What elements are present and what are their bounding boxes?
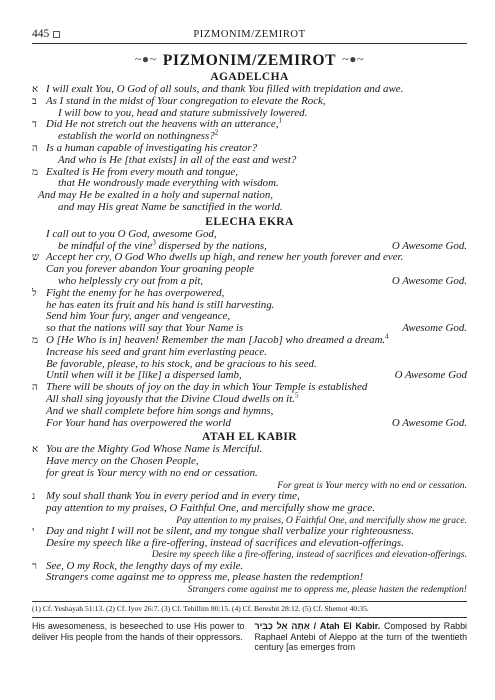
footnote-marker: 1	[278, 116, 282, 125]
verse-text: Day and night I will not be silent, and my tongue shall verbalize your righteousness.	[46, 524, 414, 537]
verse-text: I will exalt You, O God of all souls, and thank You filled with trepidation and awe.	[46, 83, 404, 95]
verse-text: pay attention to my praises, O Faithful One, and mercifully show me grace.	[46, 501, 375, 514]
verse-line	[32, 538, 467, 550]
verse-text: Fight the enemy for he has overpowered,	[46, 286, 225, 299]
commentary-title: / Atah El Kabir.	[309, 621, 381, 632]
verse-text: Have mercy on the Chosen People,	[46, 455, 199, 468]
verse-line	[32, 468, 467, 480]
verse-line	[32, 572, 467, 584]
verse-text: For Your hand has overpowered the world	[46, 416, 231, 429]
verse-text: establish the world on nothingness?	[58, 130, 215, 143]
verse-text: For great is Your mercy with no end or cessation.	[277, 479, 467, 491]
verse-text: Strangers come against me to oppress me, please hasten the redemption!	[187, 584, 467, 596]
acrostic-letter: ד	[32, 119, 37, 131]
verse-text: he has eaten its fruit and his hand is still harvesting.	[46, 298, 275, 311]
verse-text: who helplessly cry out from a pit,	[58, 274, 204, 287]
acrostic-letter: מ	[32, 334, 38, 346]
verse-text: be mindful of the vine	[58, 239, 153, 252]
verse-text: that He wondrously made everything with wisdom.	[58, 177, 279, 190]
acrostic-letter: ב	[32, 95, 37, 107]
commentary-hebrew-title: אַתָּה אֵל כַּבִּיר	[254, 621, 310, 632]
refrain: O Awesome God.	[391, 416, 467, 429]
section-heading: AGADELCHA	[210, 71, 289, 83]
verse-text: Did He not stretch out the heavens with an utterance,	[46, 118, 279, 131]
right-flourish-icon: ~●~	[342, 52, 365, 66]
verse-text: All shall sing joyously that the Divine Cloud dwells on it.	[46, 392, 295, 405]
verse-text: Until when will it be [like] a dispersed lamb,	[46, 369, 242, 382]
refrain: O Awesome God	[394, 369, 467, 382]
verse-line	[32, 418, 467, 430]
verse-text: You are the Mighty God Whose Name is Merciful.	[46, 443, 263, 456]
verse-text: And who is He [that exists] in all of the east and west?	[58, 153, 297, 166]
refrain-line	[32, 584, 467, 595]
refrain: Awesome God.	[402, 322, 467, 335]
acrostic-letter: ר	[32, 560, 37, 572]
verse-text: As I stand in the midst of Your congregation to elevate the Rock,	[46, 94, 326, 107]
verse-text: Desire my speech like a fire-offering, instead of sacrifices and elevation-offerings.	[151, 549, 467, 561]
verse-text: And we shall complete before him songs and hymns,	[46, 404, 274, 417]
section-heading: ELECHA EKRA	[205, 215, 294, 228]
page-number: 445	[32, 28, 72, 40]
commentary	[32, 621, 467, 653]
left-flourish-icon: ~●~	[134, 52, 157, 66]
footnotes: (1) Cf. Yeshayah 51:13. (2) Cf. Iyov 26:7. (3) Cf. Tehillim 80:15. (4) Cf. Bereshit 28:12. (5) Cf. Shemot 40:35.	[32, 604, 369, 614]
verse-text: Can you forever abandon Your groaning people	[46, 263, 255, 276]
commentary-right-column	[255, 621, 468, 653]
verse-line	[32, 503, 467, 515]
acrostic-letter: א	[32, 84, 39, 95]
verse-text: Desire my speech like a fire-offering, instead of sacrifices and elevation-offerings.	[46, 536, 404, 549]
verse-text: See, O my Rock, the lengthy days of my exile.	[46, 559, 244, 572]
verse-text: Increase his seed and grant him everlasting peace.	[46, 345, 267, 358]
verse-text: Send him Your fury, anger and vengeance,	[46, 310, 231, 323]
verse-text: Be favorable, please, to his stock, and be gracious to his seed.	[46, 357, 317, 370]
refrain: O Awesome God.	[391, 239, 467, 252]
acrostic-letter: ל	[32, 287, 37, 299]
acrostic-letter: א	[32, 444, 39, 456]
commentary-rule	[32, 617, 467, 618]
verse-text: for great is Your mercy with no end or cessation.	[46, 466, 258, 479]
acrostic-letter: ש	[32, 252, 40, 264]
running-head	[32, 0, 467, 44]
footnote-marker: 3	[152, 237, 156, 246]
footnote-marker: 2	[214, 128, 219, 137]
running-title: PIZMONIM/ZEMIROT	[193, 29, 306, 40]
verse-text: My soul shall thank You in every period and in every time,	[46, 489, 300, 502]
acrostic-letter: מ	[32, 166, 38, 178]
commentary-right-text: Composed by Rabbi Raphael Antebi of Aleppo at the turn of the twentieth century [as emerges from	[254, 621, 467, 653]
verse-text: and may His great Name be sanctified in the world.	[58, 200, 283, 213]
acrostic-letter: נ	[32, 490, 36, 502]
section-heading: ATAH EL KABIR	[202, 431, 297, 444]
verse-text: I will bow to you, head and stature submissively lowered.	[58, 106, 308, 119]
verse-line	[32, 202, 467, 214]
hymn-sections	[32, 70, 467, 595]
commentary-left-column: His awesomeness, is beseeched to use His power to deliver His people from the hands of their oppressors.	[32, 621, 245, 642]
verse-text-continued: dispersed by the nations,	[155, 239, 267, 252]
verse-text: And may He be exalted in a holy and supernal nation,	[38, 189, 274, 202]
acrostic-letter: י	[32, 525, 35, 537]
footnote-marker: 4	[385, 332, 389, 341]
verse-text: O [He Who is in] heaven! Remember the man [Jacob] who dreamed a dream.	[46, 333, 386, 346]
verse-text: so that the nations will say that Your Name is	[46, 322, 244, 335]
verse-text: Exalted is He from every mouth and tongue,	[46, 165, 238, 178]
verse-text: Is a human capable of investigating his creator?	[46, 141, 258, 154]
footnote-marker: 5	[294, 391, 299, 400]
refrain: O Awesome God.	[391, 274, 467, 287]
verse-text: Accept her cry, O God Who dwells up high, and renew her youth forever and ever.	[46, 251, 404, 264]
verse-text: Pay attention to my praises, O Faithful One, and mercifully show me grace.	[176, 514, 467, 526]
verse-text: There will be shouts of joy on the day in which Your Temple is established	[46, 381, 368, 394]
acrostic-letter: ה	[32, 382, 38, 394]
page-title: ~●~ PIZMONIM/ZEMIROT ~●~	[134, 52, 365, 69]
acrostic-letter: ה	[32, 142, 38, 154]
verse-text: Strangers come against me to oppress me, please hasten the redemption!	[46, 571, 364, 584]
square-ornament-icon	[53, 31, 60, 38]
verse-text: I call out to you O God, awesome God,	[46, 227, 217, 240]
